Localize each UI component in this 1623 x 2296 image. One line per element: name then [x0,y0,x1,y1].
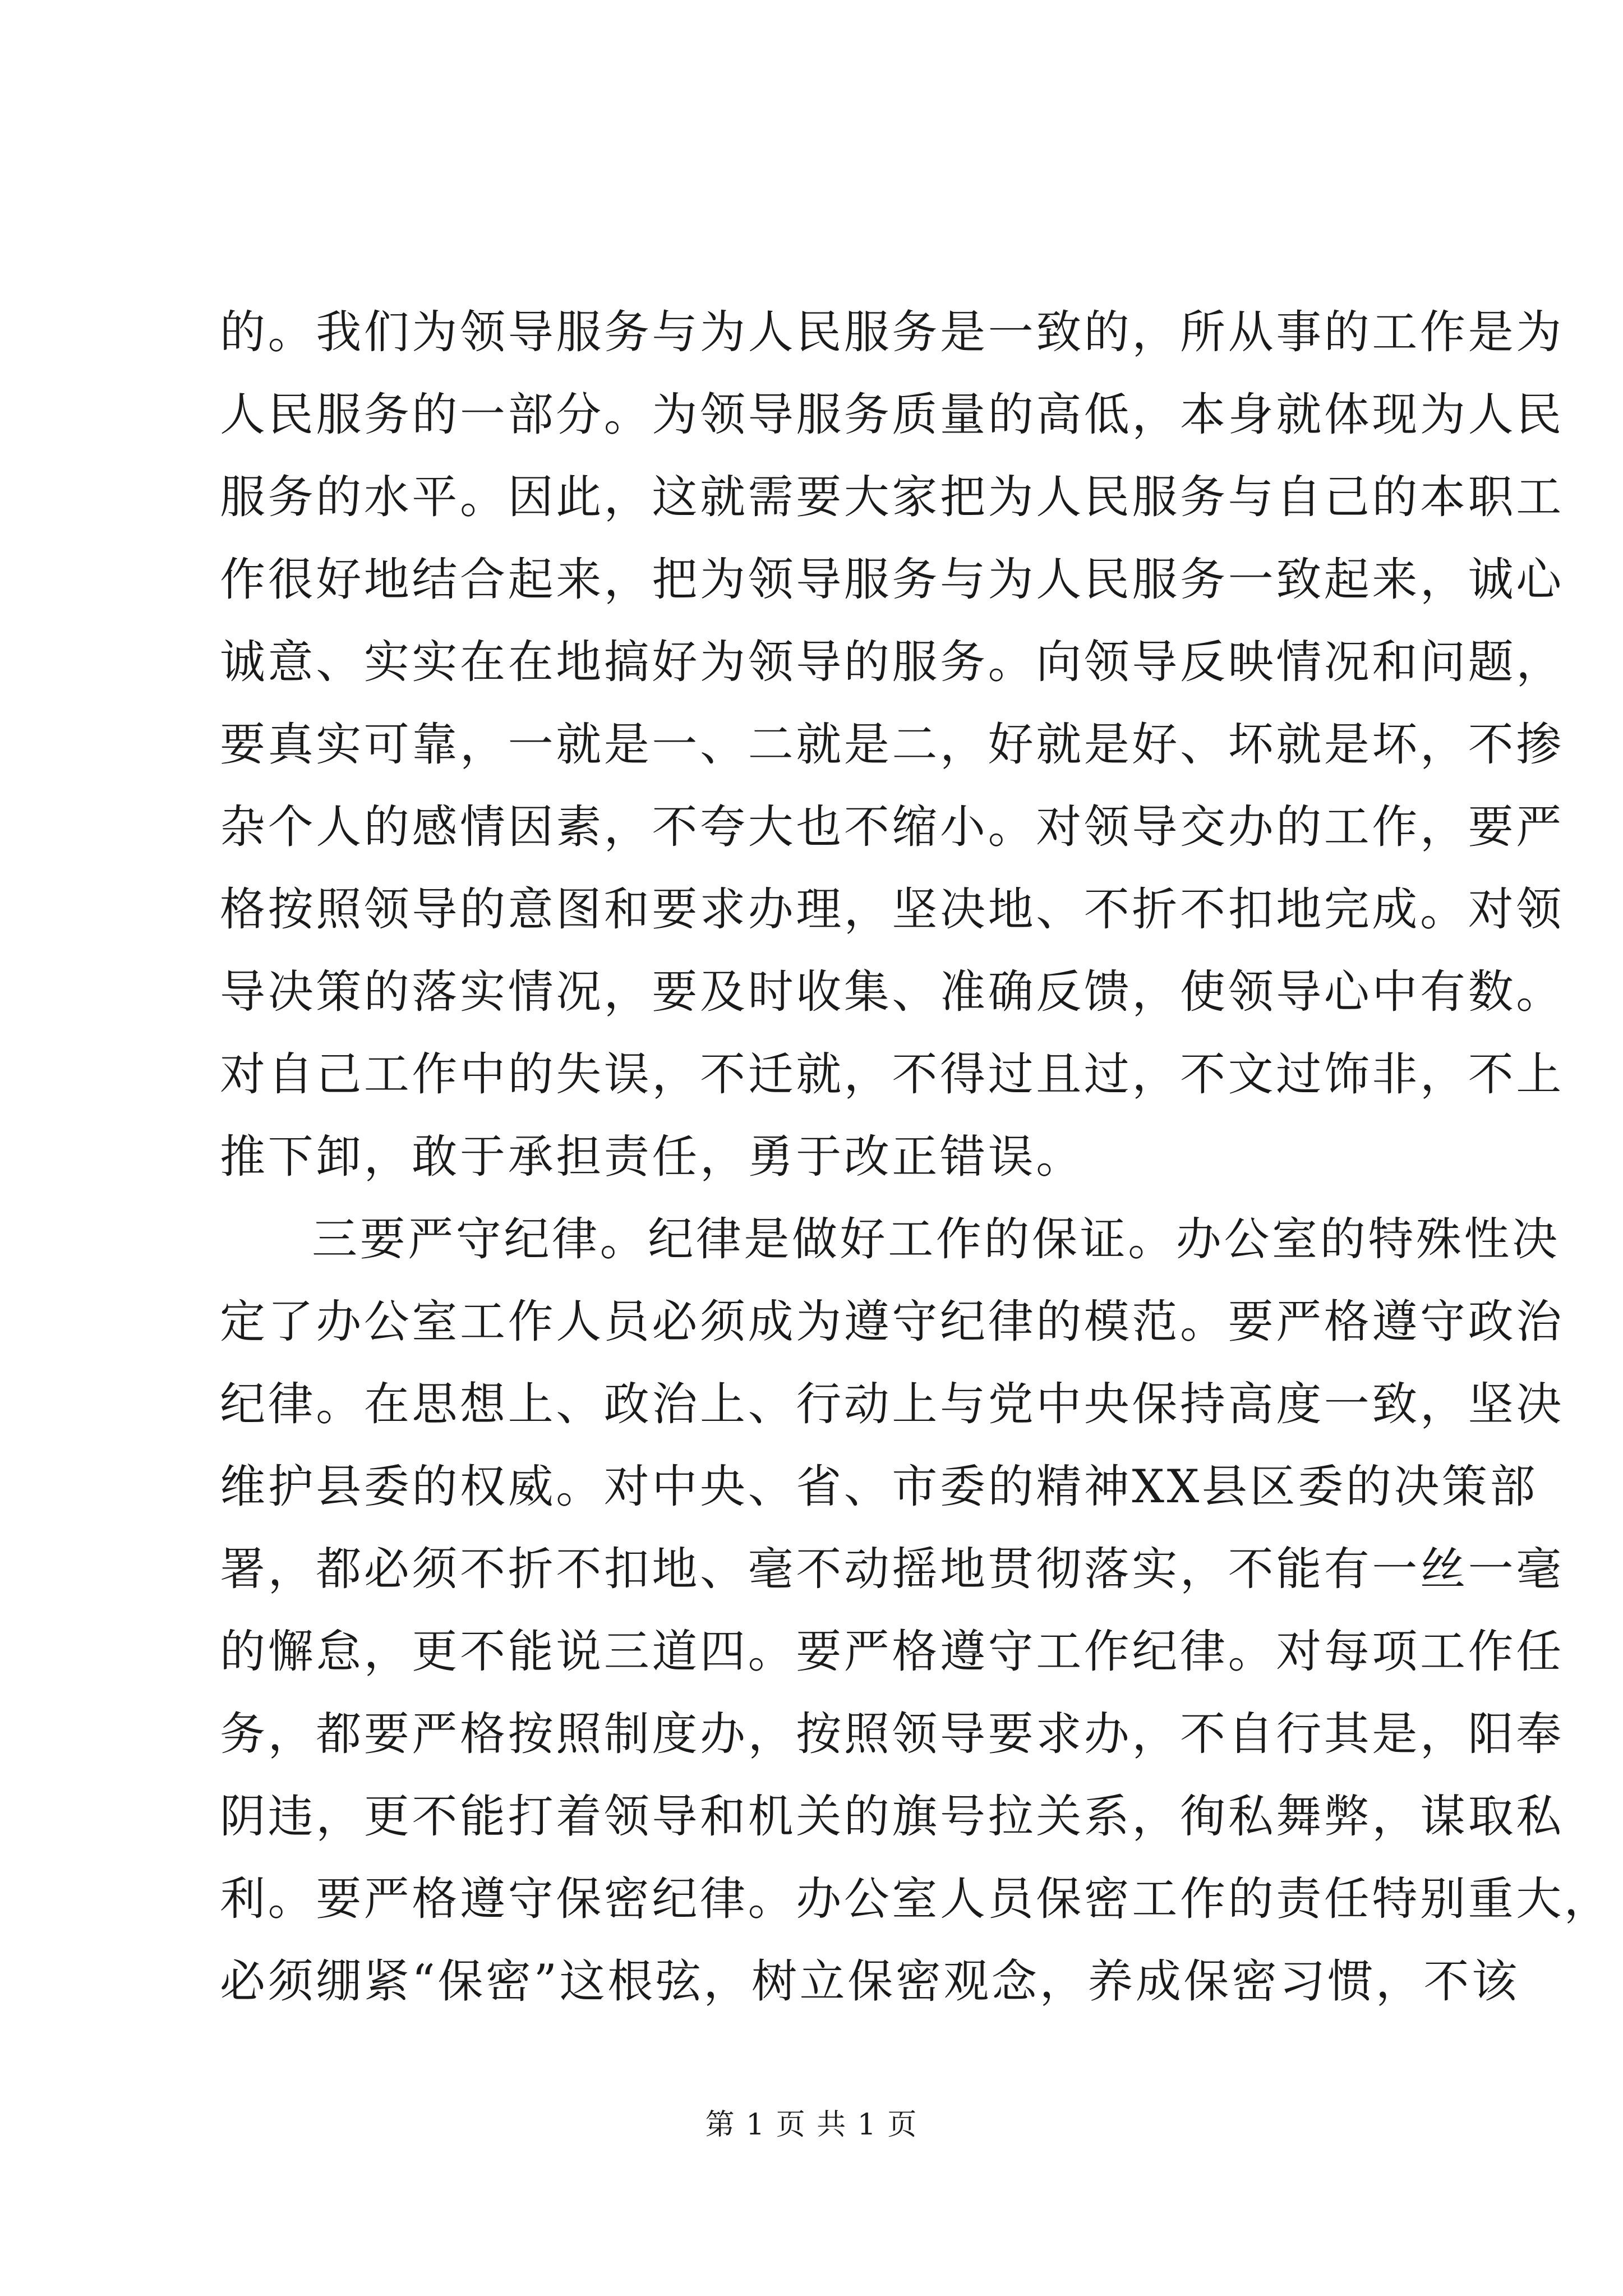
text-line: 必须绷紧“保密”这根弦，树立保密观念，养成保密习惯，不该 [220,1955,1520,2008]
page-footer: 第 1 页 共 1 页 [705,2108,918,2142]
text-line: 维护县委的权威。对中央、省、市委的精神XX县区委的决策部 [220,1461,1538,1513]
text-line: 纪律。在思想上、政治上、行动上与党中央保持高度一致，坚决 [220,1378,1564,1431]
text-line: 服务的水平。因此，这就需要大家把为人民服务与自己的本职工 [220,471,1564,524]
text-line: 对自己工作中的失误，不迁就，不得过且过，不文过饰非，不上 [220,1048,1564,1101]
text-line: 格按照领导的意图和要求办理，坚决地、不折不扣地完成。对领 [220,884,1564,936]
text-line: 导决策的落实情况，要及时收集、准确反馈，使领导心中有数。 [220,966,1564,1019]
text-line: 人民服务的一部分。为领导服务质量的高低，本身就体现为人民 [220,389,1564,441]
paragraph-start-line: 三要严守纪律。纪律是做好工作的保证。办公室的特殊性决 [312,1213,1560,1266]
text-line: 作很好地结合起来，把为领导服务与为人民服务一致起来，诚心 [220,554,1564,606]
text-line: 利。要严格遵守保密纪律。办公室人员保密工作的责任特别重大， [220,1873,1612,1926]
text-line: 推下卸，敢于承担责任，勇于改正错误。 [220,1131,1084,1184]
body-text [220,292,1612,2023]
text-line: 署，都必须不折不扣地、毫不动摇地贯彻落实，不能有一丝一毫 [220,1543,1564,1596]
text-line: 杂个人的感情因素，不夸大也不缩小。对领导交办的工作，要严 [220,801,1564,854]
text-line: 的。我们为领导服务与为人民服务是一致的，所从事的工作是为 [220,306,1564,359]
text-line: 阴违，更不能打着领导和机关的旗号拉关系，徇私舞弊，谋取私 [220,1791,1564,1843]
text-line: 的懈怠，更不能说三道四。要严格遵守工作纪律。对每项工作任 [220,1626,1564,1678]
text-line: 务，都要严格按照制度办，按照领导要求办，不自行其是，阳奉 [220,1708,1564,1761]
text-line: 要真实可靠，一就是一、二就是二，好就是好、坏就是坏，不掺 [220,719,1564,771]
text-line: 定了办公室工作人员必须成为遵守纪律的模范。要严格遵守政治 [220,1296,1564,1349]
text-line: 诚意、实实在在地搞好为领导的服务。向领导反映情况和问题， [220,636,1564,689]
